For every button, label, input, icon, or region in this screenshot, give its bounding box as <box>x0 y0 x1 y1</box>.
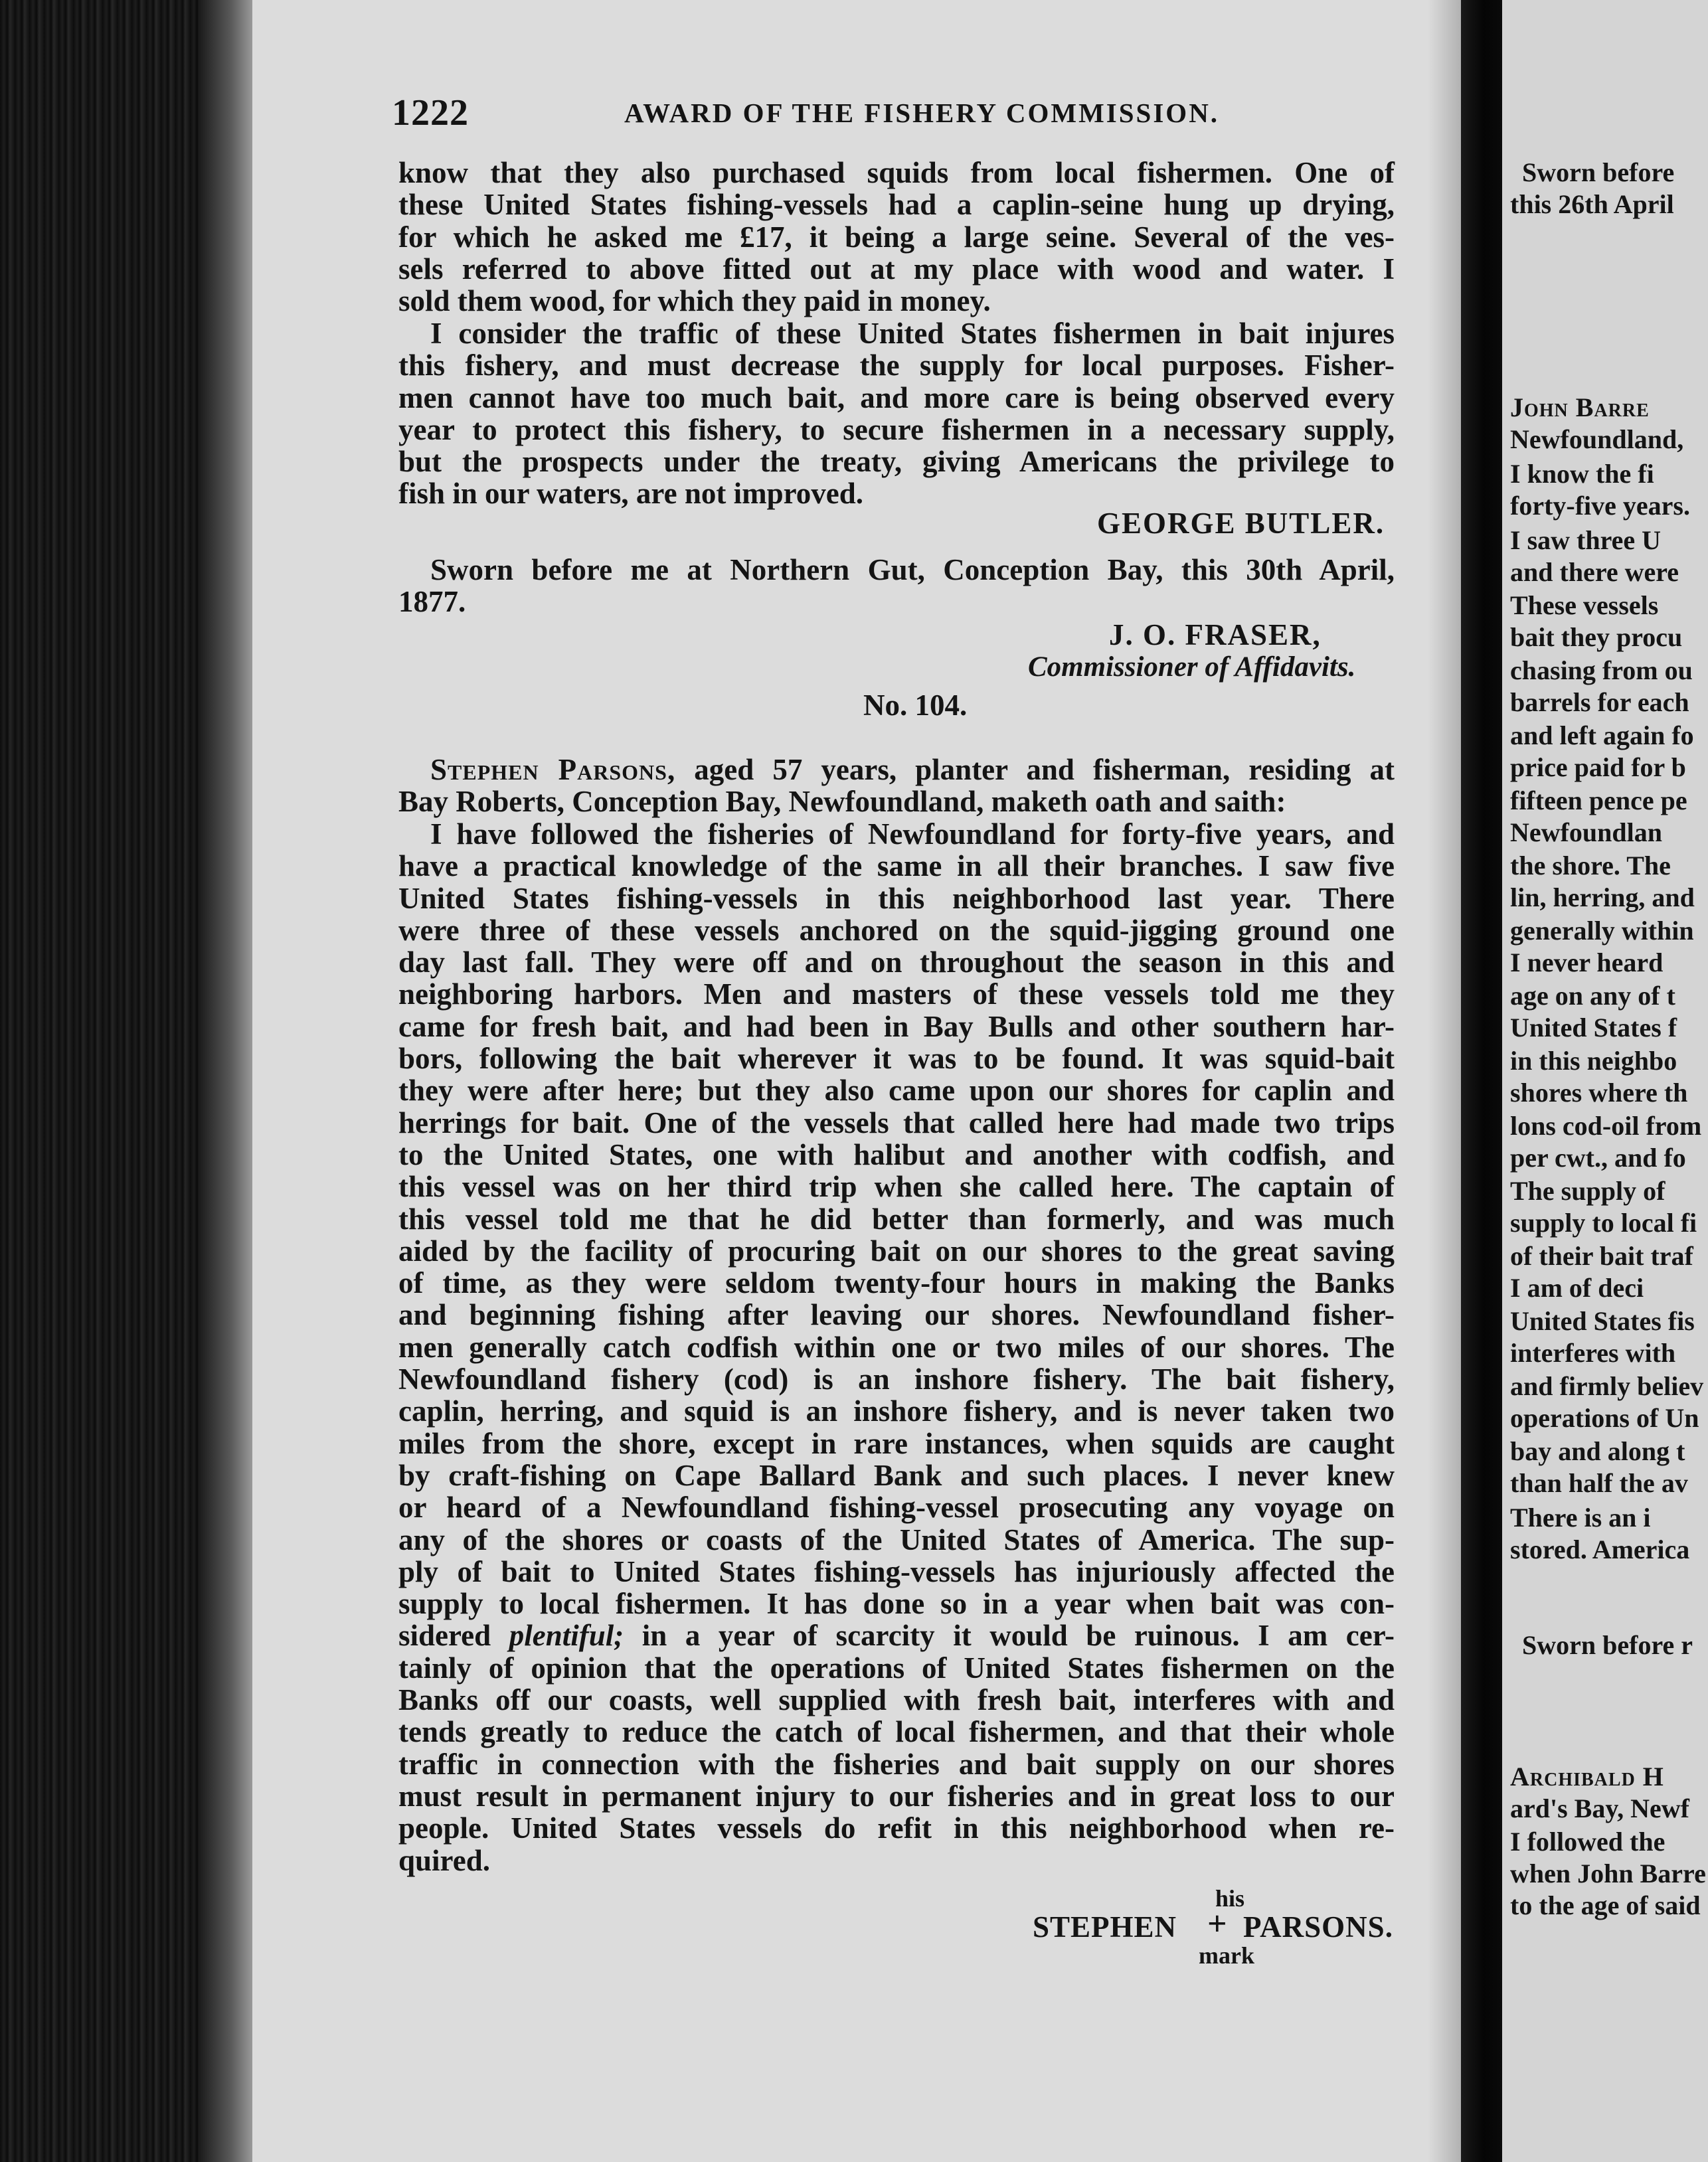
right-page-line: United States fis <box>1510 1306 1695 1336</box>
page-number: 1222 <box>392 92 469 133</box>
running-head <box>392 92 1255 131</box>
right-page-line: bay and along t <box>1510 1436 1685 1466</box>
text-line: traffic in connection with the fisheries and bait supply on our shores <box>398 1747 1395 1781</box>
signature-last-name: PARSONS. <box>1243 1910 1393 1944</box>
right-page-line: the shore. The <box>1510 851 1671 880</box>
right-page-line: fifteen pence pe <box>1510 786 1687 815</box>
signature-first-name: STEPHEN <box>1033 1910 1177 1944</box>
butler-paragraph-1 <box>398 157 1395 317</box>
right-page-line: this 26th April <box>1510 189 1674 219</box>
text-line: this vessel was on her third trip when she called here. The captain of <box>398 1170 1395 1204</box>
text-line: tends greatly to reduce the catch of local fishermen, and that their whole <box>398 1715 1395 1749</box>
text-line: Bay Roberts, Conception Bay, Newfoundland, maketh oath and saith: <box>398 785 1286 819</box>
right-page-line: I saw three U <box>1510 525 1662 555</box>
text-line: but the prospects under the treaty, giving Americans the privilege to <box>398 445 1395 479</box>
text-line: United States fishing-vessels in this neighborhood last year. There <box>398 881 1395 915</box>
text-line: know that they also purchased squids from local fishermen. One of <box>398 156 1395 189</box>
right-page-line: Archibald H <box>1510 1762 1664 1791</box>
text-line: I have followed the fisheries of Newfoundland for forty-five years, and <box>430 817 1395 851</box>
right-page-line: in this neighbo <box>1510 1046 1677 1076</box>
right-page-line: I never heard <box>1510 948 1664 977</box>
text-line: caplin, herring, and squid is an inshore fishery, and is never taken two <box>398 1394 1395 1428</box>
text-line: tainly of opinion that the operations of United States fishermen on the <box>398 1651 1395 1685</box>
right-page-line: and there were <box>1510 557 1679 587</box>
right-page-line: chasing from ou <box>1510 655 1693 685</box>
right-page-line: lin, herring, and <box>1510 882 1695 912</box>
right-page-line: to the age of said <box>1510 1890 1701 1920</box>
text-line: by craft-fishing on Cape Ballard Bank and such places. I never knew <box>398 1458 1395 1492</box>
text-line: Banks off our coasts, well supplied with fresh bait, interferes with and <box>398 1683 1395 1717</box>
right-page-line: There is an i <box>1510 1503 1651 1533</box>
text-line: men generally catch codfish within one or two miles of our shores. The <box>398 1330 1395 1364</box>
right-page-line: John Barre <box>1510 392 1650 422</box>
right-page-line: Newfoundlan <box>1510 817 1662 847</box>
right-page-line: generally within <box>1510 916 1694 946</box>
right-page-line: than half the av <box>1510 1468 1688 1498</box>
right-page-line: I am of deci <box>1510 1273 1644 1303</box>
text-line: neighboring harbors. Men and masters of these vessels told me they <box>398 977 1395 1011</box>
deponent-name: Stephen Parsons, <box>430 753 676 786</box>
text-line: day last fall. They were off and on throughout the season in this and <box>398 946 1395 979</box>
commissioner-title: Commissioner of Affidavits. <box>1028 651 1356 683</box>
right-page-line: age on any of t <box>1510 981 1675 1011</box>
text-line: for which he asked me £17, it being a large seine. Several of the ves- <box>398 220 1395 254</box>
right-page-line: stored. America <box>1510 1535 1690 1564</box>
right-page-line: I know the fi <box>1510 459 1654 489</box>
right-page-line: forty-five years. <box>1510 491 1690 521</box>
page-edge-shadow <box>199 0 252 2162</box>
text-line: supply to local fishermen. It has done so in a year when bait was con- <box>398 1587 1395 1621</box>
text-line: must result in permanent injury to our fisheries and in great loss to our <box>398 1779 1395 1813</box>
text-line: came for fresh bait, and had been in Bay Bulls and other southern har- <box>398 1009 1395 1043</box>
text-fragment: in a year of scarcity it would be ruinous. I am cer- <box>624 1619 1395 1653</box>
text-line: 1877. <box>398 585 466 619</box>
right-page-line: shores where th <box>1510 1078 1688 1108</box>
butler-sworn-statement <box>398 554 1395 618</box>
text-line: I consider the traffic of these United States fishermen in bait injures <box>430 317 1395 350</box>
right-page-line: I followed the <box>1510 1827 1665 1857</box>
text-line: ply of bait to United States fishing-vessels has injuriously affected the <box>398 1554 1395 1588</box>
right-page-line: of their bait traf <box>1510 1241 1693 1271</box>
right-page-line: These vessels <box>1510 590 1659 620</box>
right-page-line: interferes with <box>1510 1338 1676 1368</box>
text-line: or heard of a Newfoundland fishing-vessel prosecuting any voyage on <box>398 1491 1395 1525</box>
text-line: and beginning fishing after leaving our shores. Newfoundland fisher- <box>398 1298 1395 1332</box>
right-page-line: Newfoundland, <box>1510 424 1684 454</box>
mark-label: mark <box>1199 1942 1254 1969</box>
right-page-line: when John Barre <box>1510 1859 1706 1888</box>
text-line: Sworn before me at Northern Gut, Conception Bay, this 30th April, <box>430 553 1395 586</box>
text-line: have a practical knowledge of the same in all their branches. I saw five <box>398 849 1395 883</box>
text-line: men cannot have too much bait, and more care is being observed every <box>398 380 1395 414</box>
text-line: fish in our waters, are not improved. <box>398 477 864 511</box>
text-line: these United States fishing-vessels had a caplin-seine hung up drying, <box>398 188 1395 222</box>
text-line: any of the shores or coasts of the United States of America. The sup- <box>398 1523 1395 1556</box>
text-line: this fishery, and must decrease the supply for local purposes. Fisher- <box>398 349 1395 382</box>
text-line <box>398 1620 1395 1651</box>
right-page-line: ard's Bay, Newf <box>1510 1793 1689 1823</box>
text-line: this vessel told me that he did better than formerly, and was much <box>398 1202 1395 1236</box>
text-line: herrings for bait. One of the vessels that called here had made two trips <box>398 1106 1395 1139</box>
text-line: Newfoundland fishery (cod) is an inshore fishery. The bait fishery, <box>398 1363 1395 1396</box>
right-page-line: and firmly believ <box>1510 1371 1704 1401</box>
right-page-line: United States f <box>1510 1013 1677 1042</box>
right-page-line: lons cod-oil from <box>1510 1111 1702 1141</box>
right-page-line: Sworn before r <box>1522 1630 1693 1660</box>
text-line <box>398 754 1395 786</box>
right-page-line: Sworn before <box>1522 157 1675 187</box>
text-line: quired. <box>398 1843 490 1877</box>
text-line: of time, as they were seldom twenty-four hours in making the Banks <box>398 1266 1395 1300</box>
intro-text: aged 57 years, planter and fisherman, residing at <box>675 753 1395 786</box>
right-page-line: per cwt., and fo <box>1510 1143 1686 1173</box>
commissioner-name: J. O. FRASER, <box>1109 618 1322 651</box>
page-right-partial <box>1502 0 1708 2162</box>
italic-word: plentiful; <box>509 1619 624 1653</box>
text-line: were three of these vessels anchored on the squid-jigging ground one <box>398 913 1395 947</box>
affidavit-104-body <box>398 818 1395 1876</box>
affidavit-104-intro <box>398 754 1395 818</box>
text-line: sold them wood, for which they paid in money. <box>398 284 991 318</box>
text-line: people. United States vessels do refit in this neighborhood when re- <box>398 1811 1395 1845</box>
signature-cross-mark: + <box>1207 1905 1227 1943</box>
right-page-line: bait they procu <box>1510 622 1683 652</box>
right-page-line: price paid for b <box>1510 752 1686 782</box>
text-line: year to protect this fishery, to secure fishermen in a necessary supply, <box>398 412 1395 446</box>
text-line: aided by the facility of procuring bait on our shores to the great saving <box>398 1234 1395 1268</box>
right-page-line: The supply of <box>1510 1176 1665 1206</box>
running-title: AWARD OF THE FISHERY COMMISSION. <box>624 98 1220 128</box>
text-line: to the United States, one with halibut and another with codfish, and <box>398 1137 1395 1171</box>
mark-his: his <box>1215 1885 1245 1912</box>
text-line: sels referred to above fitted out at my place with wood and water. I <box>398 252 1395 286</box>
text-fragment: sidered <box>398 1619 509 1653</box>
signature-george-butler: GEORGE BUTLER. <box>1097 507 1385 540</box>
right-page-line: barrels for each <box>1510 687 1689 717</box>
affidavit-number: No. 104. <box>863 689 968 722</box>
text-line: miles from the shore, except in rare instances, when squids are caught <box>398 1426 1395 1460</box>
text-line: bors, following the bait wherever it was to be found. It was squid-bait <box>398 1042 1395 1076</box>
right-page-line: operations of Un <box>1510 1403 1699 1433</box>
right-page-line: supply to local fi <box>1510 1208 1697 1238</box>
text-line: they were after here; but they also came upon our shores for caplin and <box>398 1074 1395 1108</box>
right-page-line: and left again fo <box>1510 720 1694 750</box>
butler-paragraph-2 <box>398 317 1395 510</box>
